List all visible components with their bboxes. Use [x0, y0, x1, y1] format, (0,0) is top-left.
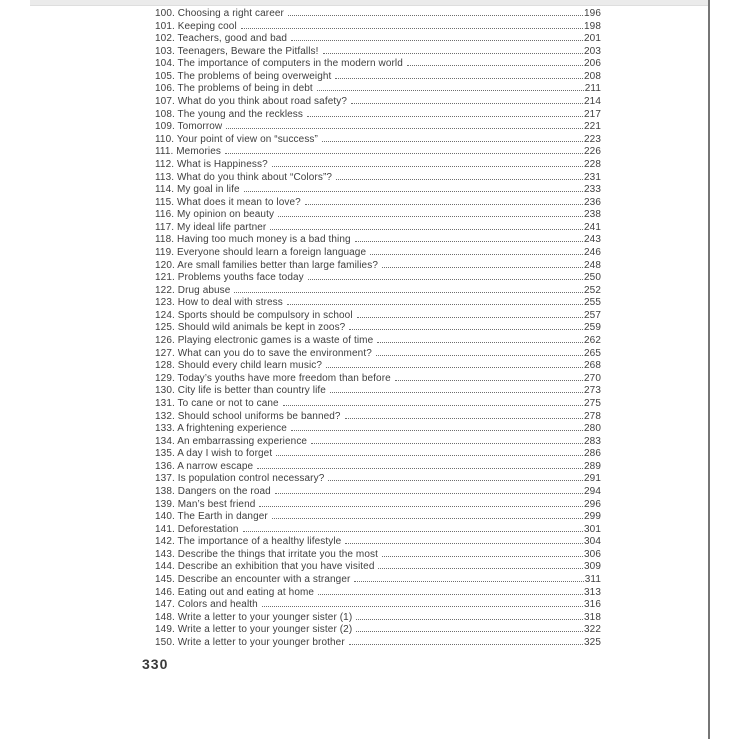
- toc-entry-page: 208: [584, 70, 601, 82]
- dot-leader: [225, 153, 583, 154]
- dot-leader: [318, 594, 583, 595]
- toc-entry-page: 223: [584, 133, 601, 145]
- toc-entry: [155, 587, 601, 600]
- toc-entry-page: 309: [584, 561, 601, 573]
- dot-leader: [328, 480, 583, 481]
- page-right-edge-line: [708, 0, 710, 739]
- toc-entry-title: 103. Teenagers, Beware the Pitfalls!: [155, 45, 319, 57]
- toc-entry-page: 301: [584, 523, 601, 535]
- toc-entry: [155, 624, 601, 637]
- toc-entry-title: 124. Sports should be compulsory in school: [155, 309, 353, 321]
- dot-leader: [349, 329, 583, 330]
- toc-entry-page: 289: [584, 460, 601, 472]
- toc-entry-page: 316: [584, 599, 601, 611]
- toc-entry: [155, 385, 601, 398]
- toc-entry-title: 134. An embarrassing experience: [155, 435, 308, 447]
- toc-entry-title: 149. Write a letter to your younger sister (2): [155, 624, 353, 636]
- toc-entry-page: 270: [584, 372, 601, 384]
- dot-leader: [272, 518, 583, 519]
- toc-entry-title: 122. Drug abuse: [155, 284, 231, 296]
- toc-entry-page: 236: [584, 196, 601, 208]
- dot-leader: [288, 15, 583, 16]
- dot-leader: [278, 216, 583, 217]
- dot-leader: [322, 141, 583, 142]
- toc-entry: [155, 222, 601, 235]
- toc-entry: [155, 121, 601, 134]
- toc-entry: [155, 234, 601, 247]
- toc-entry: [155, 58, 601, 71]
- toc-entry-title: 114. My goal in life: [155, 184, 240, 196]
- dot-leader: [257, 468, 583, 469]
- dot-leader: [291, 40, 583, 41]
- dot-leader: [276, 455, 583, 456]
- dot-leader: [345, 418, 583, 419]
- dot-leader: [407, 65, 583, 66]
- toc-entry: [155, 109, 601, 122]
- toc-entry: [155, 499, 601, 512]
- toc-entry-title: 105. The problems of being overweight: [155, 70, 332, 82]
- dot-leader: [330, 392, 583, 393]
- toc-entry-page: 201: [584, 33, 601, 45]
- dot-leader: [244, 191, 583, 192]
- dot-leader: [356, 631, 583, 632]
- toc-entry-title: 115. What does it mean to love?: [155, 196, 301, 208]
- toc-entry: [155, 134, 601, 147]
- toc-entry: [155, 310, 601, 323]
- toc-entry: [155, 549, 601, 562]
- toc-entry-page: 313: [584, 586, 601, 598]
- toc-entry: [155, 448, 601, 461]
- toc-entry-page: 318: [584, 611, 601, 623]
- toc-entry-title: 132. Should school uniforms be banned?: [155, 410, 341, 422]
- toc-entry-title: 133. A frightening experience: [155, 423, 287, 435]
- dot-leader: [311, 443, 583, 444]
- toc-entry-page: 203: [584, 45, 601, 57]
- toc-entry: [155, 423, 601, 436]
- toc-entry-page: 325: [584, 636, 601, 648]
- dot-leader: [376, 355, 583, 356]
- dot-leader: [370, 254, 583, 255]
- dot-leader: [283, 405, 583, 406]
- dot-leader: [291, 430, 583, 431]
- toc-entry-page: 296: [584, 498, 601, 510]
- toc-entry: [155, 159, 601, 172]
- toc-entry-page: 214: [584, 96, 601, 108]
- toc-entry: [155, 411, 601, 424]
- toc-entry-title: 104. The importance of computers in the modern world: [155, 58, 403, 70]
- dot-leader: [307, 116, 583, 117]
- toc-entry-page: 198: [584, 20, 601, 32]
- toc-entry-title: 119. Everyone should learn a foreign language: [155, 246, 367, 258]
- toc-entry-page: 228: [584, 158, 601, 170]
- toc-entry-title: 146. Eating out and eating at home: [155, 586, 315, 598]
- toc-entry: [155, 285, 601, 298]
- dot-leader: [382, 267, 583, 268]
- toc-entry: [155, 360, 601, 373]
- dot-leader: [349, 644, 583, 645]
- toc-entry-title: 131. To cane or not to cane: [155, 397, 279, 409]
- toc-entry-page: 273: [584, 385, 601, 397]
- toc-entry: [155, 637, 601, 650]
- toc-entry-page: 304: [584, 536, 601, 548]
- toc-entry-title: 112. What is Happiness?: [155, 158, 268, 170]
- toc-entry-title: 142. The importance of a healthy lifestyle: [155, 536, 342, 548]
- toc-entry: [155, 247, 601, 260]
- toc-entry: [155, 96, 601, 109]
- dot-leader: [326, 367, 583, 368]
- dot-leader: [378, 568, 583, 569]
- toc-entry-title: 143. Describe the things that irritate you the most: [155, 548, 378, 560]
- toc-entry: [155, 511, 601, 524]
- toc-entry: [155, 8, 601, 21]
- toc-entry-page: 265: [584, 347, 601, 359]
- toc-entry-title: 121. Problems youths face today: [155, 272, 304, 284]
- toc-entry-page: 226: [584, 146, 601, 158]
- dot-leader: [308, 279, 583, 280]
- toc-entry: [155, 398, 601, 411]
- dot-leader: [241, 28, 583, 29]
- toc-entry-title: 116. My opinion on beauty: [155, 209, 275, 221]
- toc-entry-title: 147. Colors and health: [155, 599, 258, 611]
- dot-leader: [382, 556, 583, 557]
- toc-entry-title: 108. The young and the reckless: [155, 108, 304, 120]
- toc-entry-page: 268: [584, 360, 601, 372]
- toc-entry-title: 100. Choosing a right career: [155, 8, 284, 19]
- toc-entry-title: 148. Write a letter to your younger sister (1): [155, 611, 353, 623]
- toc-entry-page: 322: [584, 624, 601, 636]
- toc-entry-title: 113. What do you think about “Colors”?: [155, 171, 333, 183]
- toc-entry-page: 299: [584, 511, 601, 523]
- page-number-folio: 330: [142, 656, 169, 672]
- toc-entry: [155, 260, 601, 273]
- toc-entry-title: 137. Is population control necessary?: [155, 473, 325, 485]
- dot-leader: [355, 241, 583, 242]
- dot-leader: [351, 103, 583, 104]
- toc-entry: [155, 461, 601, 474]
- toc-entry-page: 241: [584, 221, 601, 233]
- toc-entry-title: 141. Deforestation: [155, 523, 239, 535]
- toc-entry-title: 150. Write a letter to your younger brother: [155, 636, 345, 648]
- toc-entry: [155, 33, 601, 46]
- toc-entry-page: 283: [584, 435, 601, 447]
- toc-entry-page: 233: [584, 184, 601, 196]
- dot-leader: [336, 179, 583, 180]
- dot-leader: [377, 342, 583, 343]
- toc-entry-title: 126. Playing electronic games is a waste of time: [155, 335, 374, 347]
- page-top-edge-line: [30, 0, 710, 6]
- dot-leader: [323, 53, 583, 54]
- toc-entry-page: 294: [584, 485, 601, 497]
- toc-entry-title: 101. Keeping cool: [155, 20, 237, 32]
- toc-entry: [155, 71, 601, 84]
- dot-leader: [243, 531, 583, 532]
- toc-entry-title: 123. How to deal with stress: [155, 297, 283, 309]
- toc-entry-page: 286: [584, 448, 601, 460]
- toc-entry-page: 238: [584, 209, 601, 221]
- toc-entry-page: 246: [584, 246, 601, 258]
- dot-leader: [335, 78, 583, 79]
- toc-entry: [155, 21, 601, 34]
- toc-entry: [155, 83, 601, 96]
- toc-entry: [155, 574, 601, 587]
- toc-entry: [155, 486, 601, 499]
- toc-entry: [155, 209, 601, 222]
- toc-entry-page: 275: [584, 397, 601, 409]
- toc-entry: [155, 197, 601, 210]
- toc-entry: [155, 612, 601, 625]
- dot-leader: [354, 581, 583, 582]
- toc-entry: [155, 436, 601, 449]
- toc-entry-page: 257: [584, 309, 601, 321]
- dot-leader: [262, 606, 583, 607]
- dot-leader: [287, 304, 583, 305]
- dot-leader: [272, 166, 583, 167]
- toc-entry: [155, 599, 601, 612]
- toc-entry-page: 306: [584, 548, 601, 560]
- toc-entry: [155, 524, 601, 537]
- toc-entry-page: 196: [584, 8, 601, 19]
- dot-leader: [345, 543, 583, 544]
- toc-entry-title: 136. A narrow escape: [155, 460, 254, 472]
- dot-leader: [270, 229, 583, 230]
- toc-entry-page: 206: [584, 58, 601, 70]
- toc-entry-title: 128. Should every child learn music?: [155, 360, 323, 372]
- toc-entry-title: 144. Describe an exhibition that you have visited: [155, 561, 375, 573]
- toc-entry-title: 129. Today’s youths have more freedom than before: [155, 372, 391, 384]
- toc-entry-page: 221: [584, 121, 601, 133]
- toc-entry: [155, 297, 601, 310]
- toc-entry-title: 135. A day I wish to forget: [155, 448, 273, 460]
- toc-entry-title: 117. My ideal life partner: [155, 221, 267, 233]
- toc-entry-page: 211: [584, 83, 601, 95]
- toc-entry: [155, 322, 601, 335]
- toc-entry-title: 130. City life is better than country life: [155, 385, 326, 397]
- toc-entry-title: 111. Memories: [155, 146, 221, 158]
- toc-entry-title: 127. What can you do to save the environment?: [155, 347, 372, 359]
- toc-entry-page: 262: [584, 335, 601, 347]
- toc-entry: [155, 473, 601, 486]
- dot-leader: [317, 90, 584, 91]
- dot-leader: [395, 380, 583, 381]
- toc-entry-page: 217: [584, 108, 601, 120]
- toc-entry: [155, 46, 601, 59]
- toc-entry-title: 125. Should wild animals be kept in zoos?: [155, 322, 346, 334]
- toc-entry: [155, 335, 601, 348]
- toc-entry-page: 250: [584, 272, 601, 284]
- dot-leader: [305, 204, 583, 205]
- dot-leader: [259, 506, 583, 507]
- toc-entry-title: 140. The Earth in danger: [155, 511, 268, 523]
- dot-leader: [356, 619, 583, 620]
- toc-entry: [155, 536, 601, 549]
- toc-entry: [155, 348, 601, 361]
- toc-entry: [155, 373, 601, 386]
- toc-entry: [155, 184, 601, 197]
- toc-entry-page: 243: [584, 234, 601, 246]
- toc-entry-title: 109. Tomorrow: [155, 121, 223, 133]
- toc-entry-page: 311: [584, 574, 601, 586]
- toc-entry-page: 252: [584, 284, 601, 296]
- toc-entry-title: 107. What do you think about road safety?: [155, 96, 348, 108]
- toc-entry-title: 102. Teachers, good and bad: [155, 33, 288, 45]
- toc-entry: [155, 561, 601, 574]
- toc-entry: [155, 272, 601, 285]
- toc-entry-title: 139. Man’s best friend: [155, 498, 256, 510]
- toc-entry-title: 120. Are small families better than large families?: [155, 259, 378, 271]
- dot-leader: [234, 292, 583, 293]
- toc-entry: [155, 146, 601, 159]
- toc-entry-page: 259: [584, 322, 601, 334]
- dot-leader: [275, 493, 583, 494]
- toc-entry-page: 231: [584, 171, 601, 183]
- toc-entry-page: 255: [584, 297, 601, 309]
- toc-entry-title: 118. Having too much money is a bad thing: [155, 234, 351, 246]
- toc-entry-title: 145. Describe an encounter with a stranger: [155, 574, 351, 586]
- table-of-contents: [155, 8, 601, 649]
- toc-entry-title: 110. Your point of view on “success”: [155, 133, 318, 145]
- dot-leader: [357, 317, 583, 318]
- toc-entry-page: 280: [584, 423, 601, 435]
- toc-entry-page: 248: [584, 259, 601, 271]
- toc-entry: [155, 172, 601, 185]
- toc-entry-page: 291: [584, 473, 601, 485]
- toc-entry-title: 106. The problems of being in debt: [155, 83, 313, 95]
- dot-leader: [226, 128, 583, 129]
- toc-entry-title: 138. Dangers on the road: [155, 485, 271, 497]
- toc-entry-page: 278: [584, 410, 601, 422]
